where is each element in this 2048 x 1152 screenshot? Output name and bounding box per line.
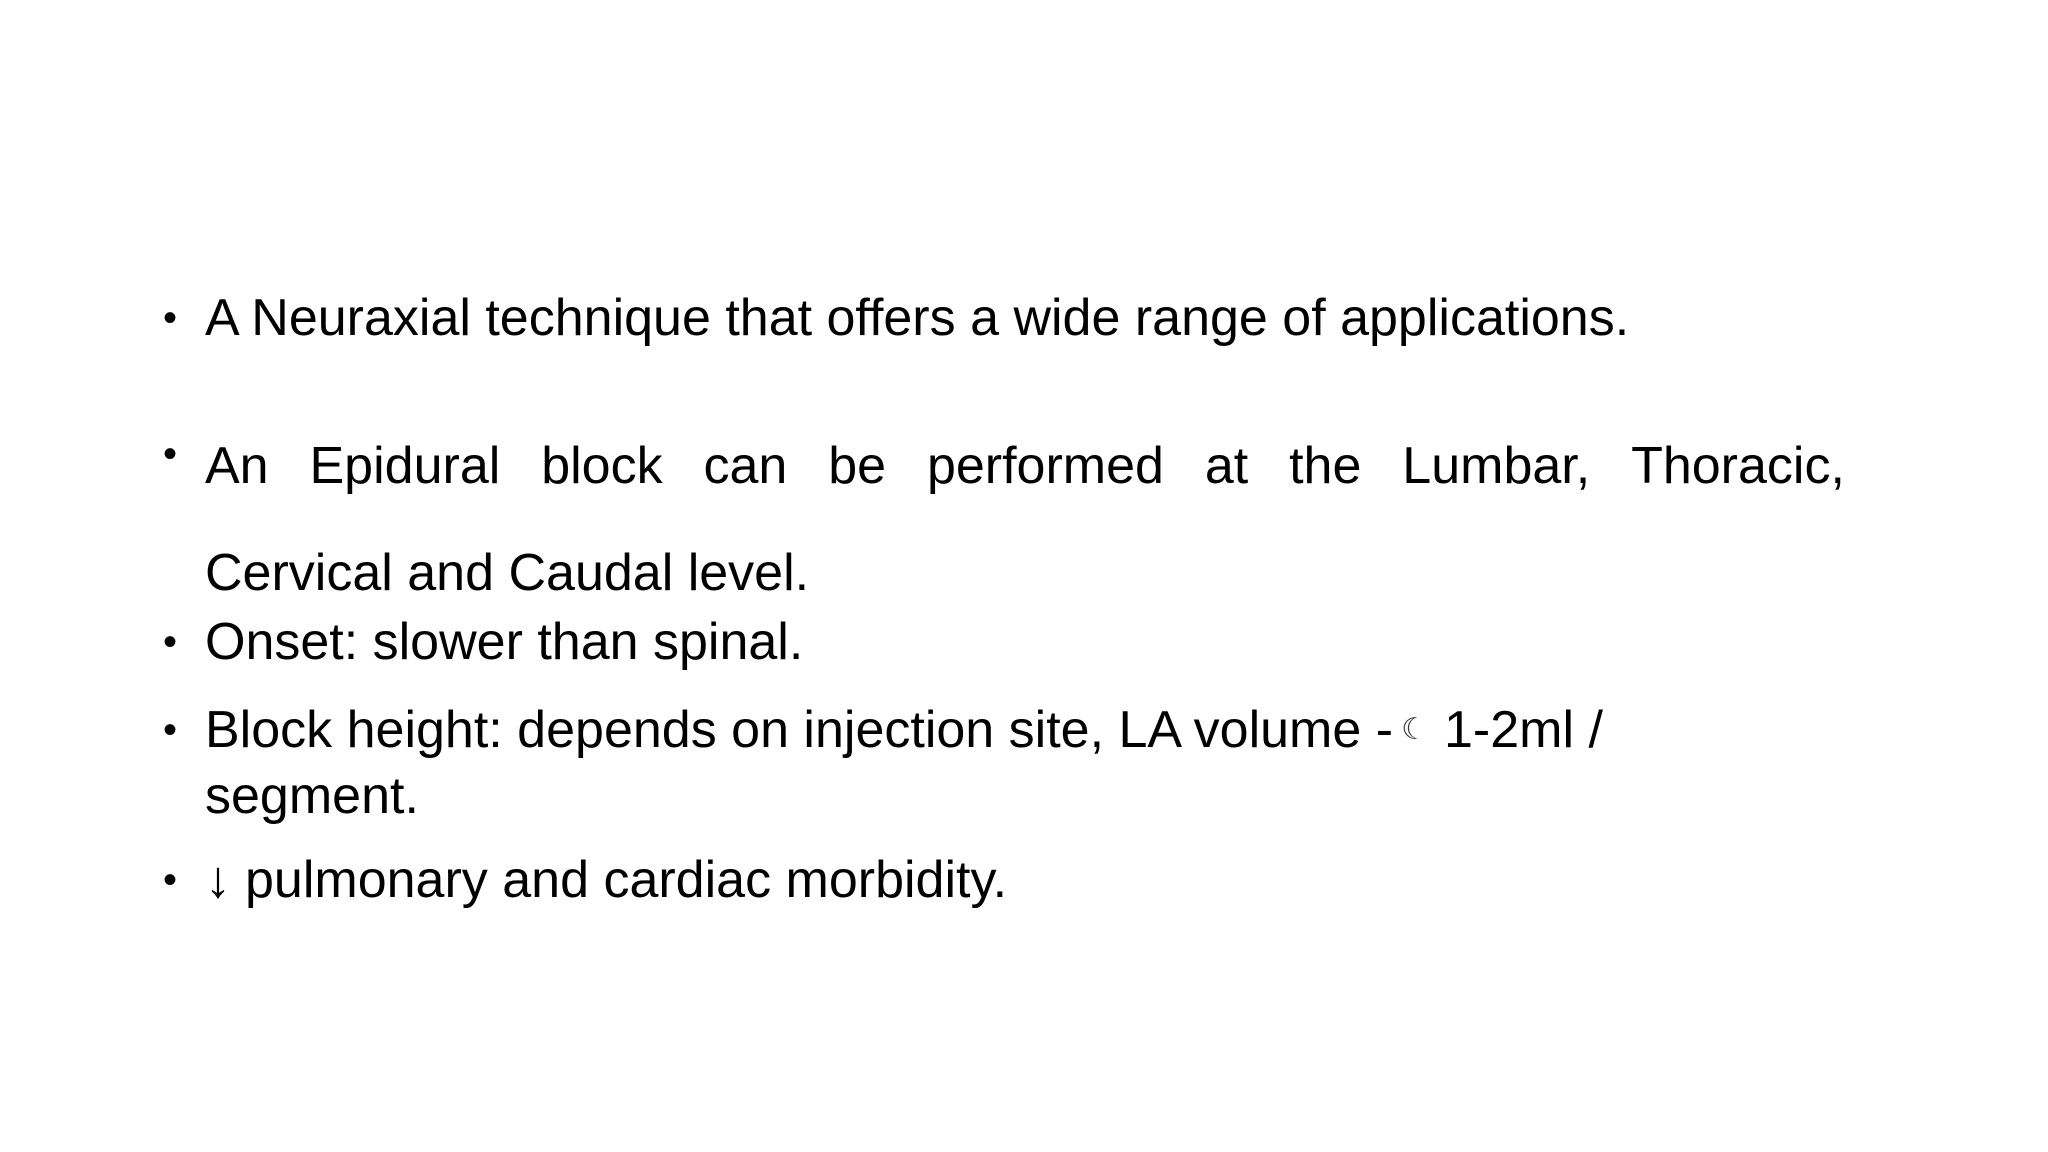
bullet-text-after-icon: 1-2ml / [1443, 701, 1603, 759]
bullet-text-line-1 [205, 697, 1845, 763]
bullet-item-morbidity [163, 847, 1845, 913]
word: An [205, 437, 269, 495]
bullet-point: • [163, 620, 178, 664]
down-arrow-icon: ↓ [205, 851, 231, 909]
bullet-point: • [163, 296, 178, 340]
bullet-point: • [163, 708, 178, 752]
bullet-point: • [163, 432, 178, 476]
bullet-item-onset [163, 609, 1845, 675]
word: Lumbar, [1402, 437, 1591, 495]
bullet-text: pulmonary and cardiac morbidity. [245, 851, 1008, 909]
word: at [1204, 437, 1249, 495]
word: can [703, 437, 788, 495]
bullet-text-line-1 [205, 413, 1845, 520]
bullet-text-before-icon: Block height: depends on injection site, LA volume - [205, 701, 1394, 759]
bullet-item-neuraxial [163, 285, 1845, 351]
moon-symbol-icon: ☾ [1401, 713, 1428, 746]
word: block [541, 437, 663, 495]
word: performed [926, 437, 1164, 495]
bullet-text-line-2: segment. [205, 767, 419, 825]
bullet-text: Onset: slower than spinal. [205, 613, 804, 671]
bullet-item-block-height [163, 697, 1845, 829]
word: Thoracic, [1631, 437, 1845, 495]
bullet-text: A Neuraxial technique that offers a wide range of applications. [205, 289, 1630, 347]
word: Epidural [309, 437, 501, 495]
bullet-text-line [205, 847, 1845, 913]
word: be [828, 437, 887, 495]
bullet-item-epidural-levels [163, 413, 1845, 627]
word: the [1289, 437, 1362, 495]
bullet-text-line-2: Cervical and Caudal level. [205, 544, 810, 602]
bullet-point: • [163, 858, 178, 902]
